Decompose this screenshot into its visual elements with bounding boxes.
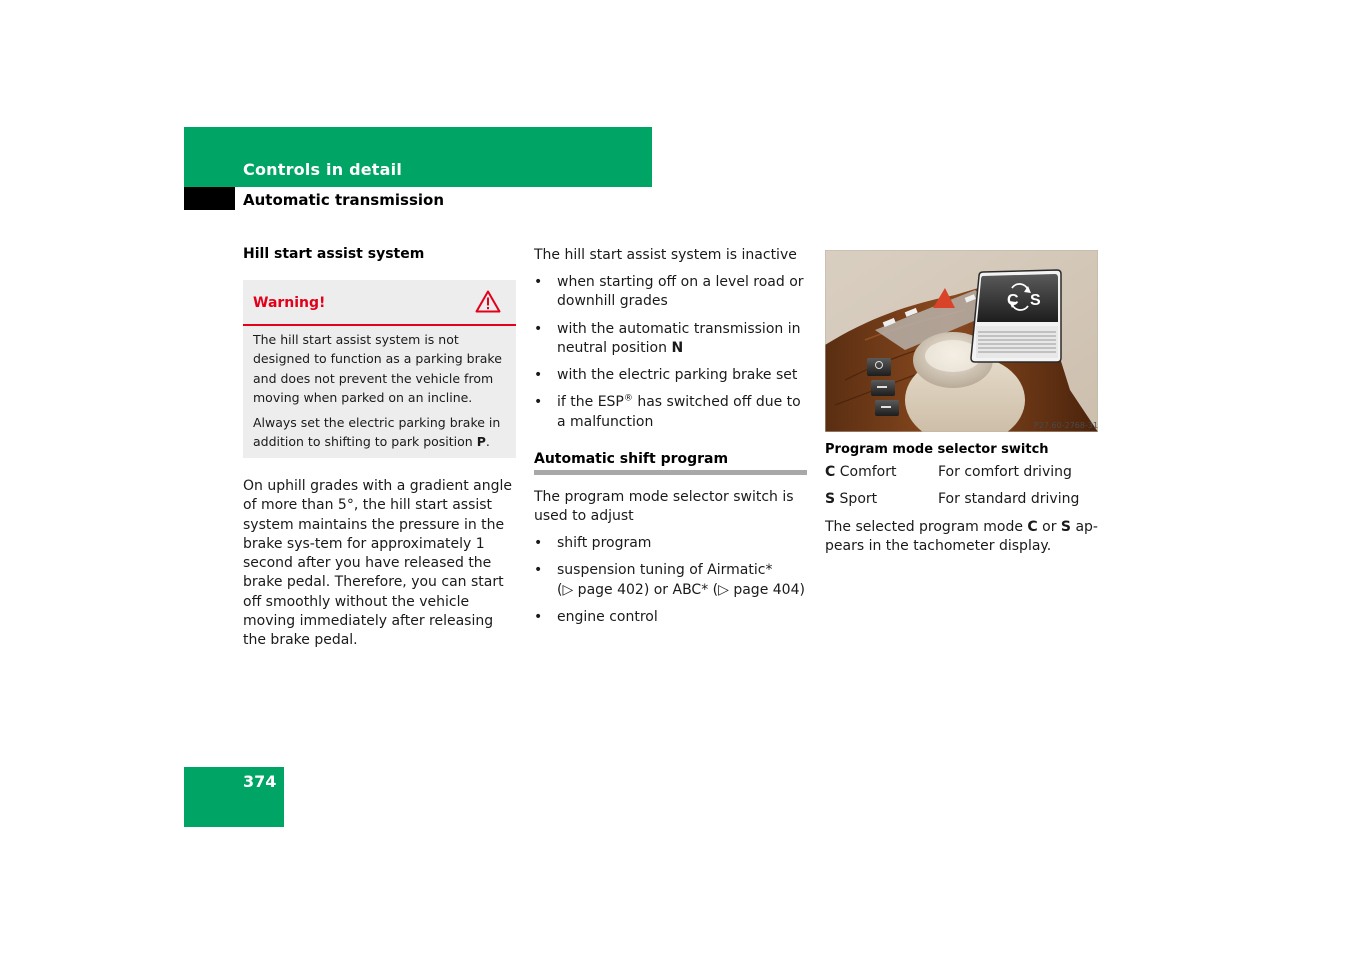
list-item: • shift program (534, 534, 807, 553)
program-mode-note: The selected program mode C or S ap-pears in the tachometer display. (825, 519, 1098, 555)
page-number: 374 (243, 772, 277, 791)
mode-row-sport (825, 490, 1098, 509)
hill-start-heading: Hill start assist system (243, 246, 425, 262)
mode-label: C Comfort (825, 464, 897, 480)
cs-switch-icon (971, 270, 1061, 362)
mode-description: For comfort driving (938, 464, 1072, 480)
switch-letter-c: C (1007, 292, 1019, 309)
chapter-title: Controls in detail (243, 160, 402, 179)
warning-title: Warning! (253, 295, 326, 311)
warning-triangle-icon (475, 290, 501, 313)
switch-letter-s: S (1030, 292, 1041, 309)
list-item: • when starting off on a level road or downhill grades (534, 273, 807, 312)
section-marker (184, 187, 235, 210)
warning-paragraph-2: Always set the electric parking brake in addition to shifting to park position P. (253, 415, 501, 450)
inactive-intro: The hill start assist system is inactive (534, 247, 797, 263)
section-title: Automatic transmission (243, 191, 444, 209)
list-item: • with the electric parking brake set (534, 366, 807, 385)
image-caption: Program mode selector switch (825, 442, 1049, 457)
selector-switch-photo (825, 250, 1098, 432)
hill-start-body: On uphill grades with a gradient angle of more than 5°, the hill start assist system maintains the pressure in the brake sys-tem for approximately 1 second after you have released the brake pedal. Therefore, you can start off smoothly without the vehicle moving immediately after releasing the brake pedal. (243, 478, 513, 649)
shift-program-heading: Automatic shift program (534, 451, 729, 467)
warning-paragraph-1: The hill start assist system is not designed to function as a parking brake and does not prevent the vehicle from moving when parked on an incline. (253, 332, 502, 405)
warning-box (243, 280, 516, 458)
console-illustration (825, 250, 1098, 432)
mode-label: S Sport (825, 491, 878, 507)
list-item: • with the automatic transmission in neutral position N (534, 320, 807, 359)
image-code: P27.60-2768-31 (1034, 421, 1098, 430)
mode-row-comfort (825, 463, 1098, 482)
list-item: • suspension tuning of Airmatic* (▷ page 402) or ABC* (▷ page 404) (534, 561, 807, 600)
inactive-list (534, 273, 807, 440)
shift-intro: The program mode selector switch is used to adjust (534, 489, 794, 525)
shift-heading-rule (534, 470, 807, 475)
warning-divider (243, 324, 516, 326)
list-item: • engine control (534, 608, 807, 627)
mode-description: For standard driving (938, 491, 1080, 507)
list-item: • if the ESP® has switched off due to a malfunction (534, 393, 807, 432)
shift-list (534, 534, 807, 635)
